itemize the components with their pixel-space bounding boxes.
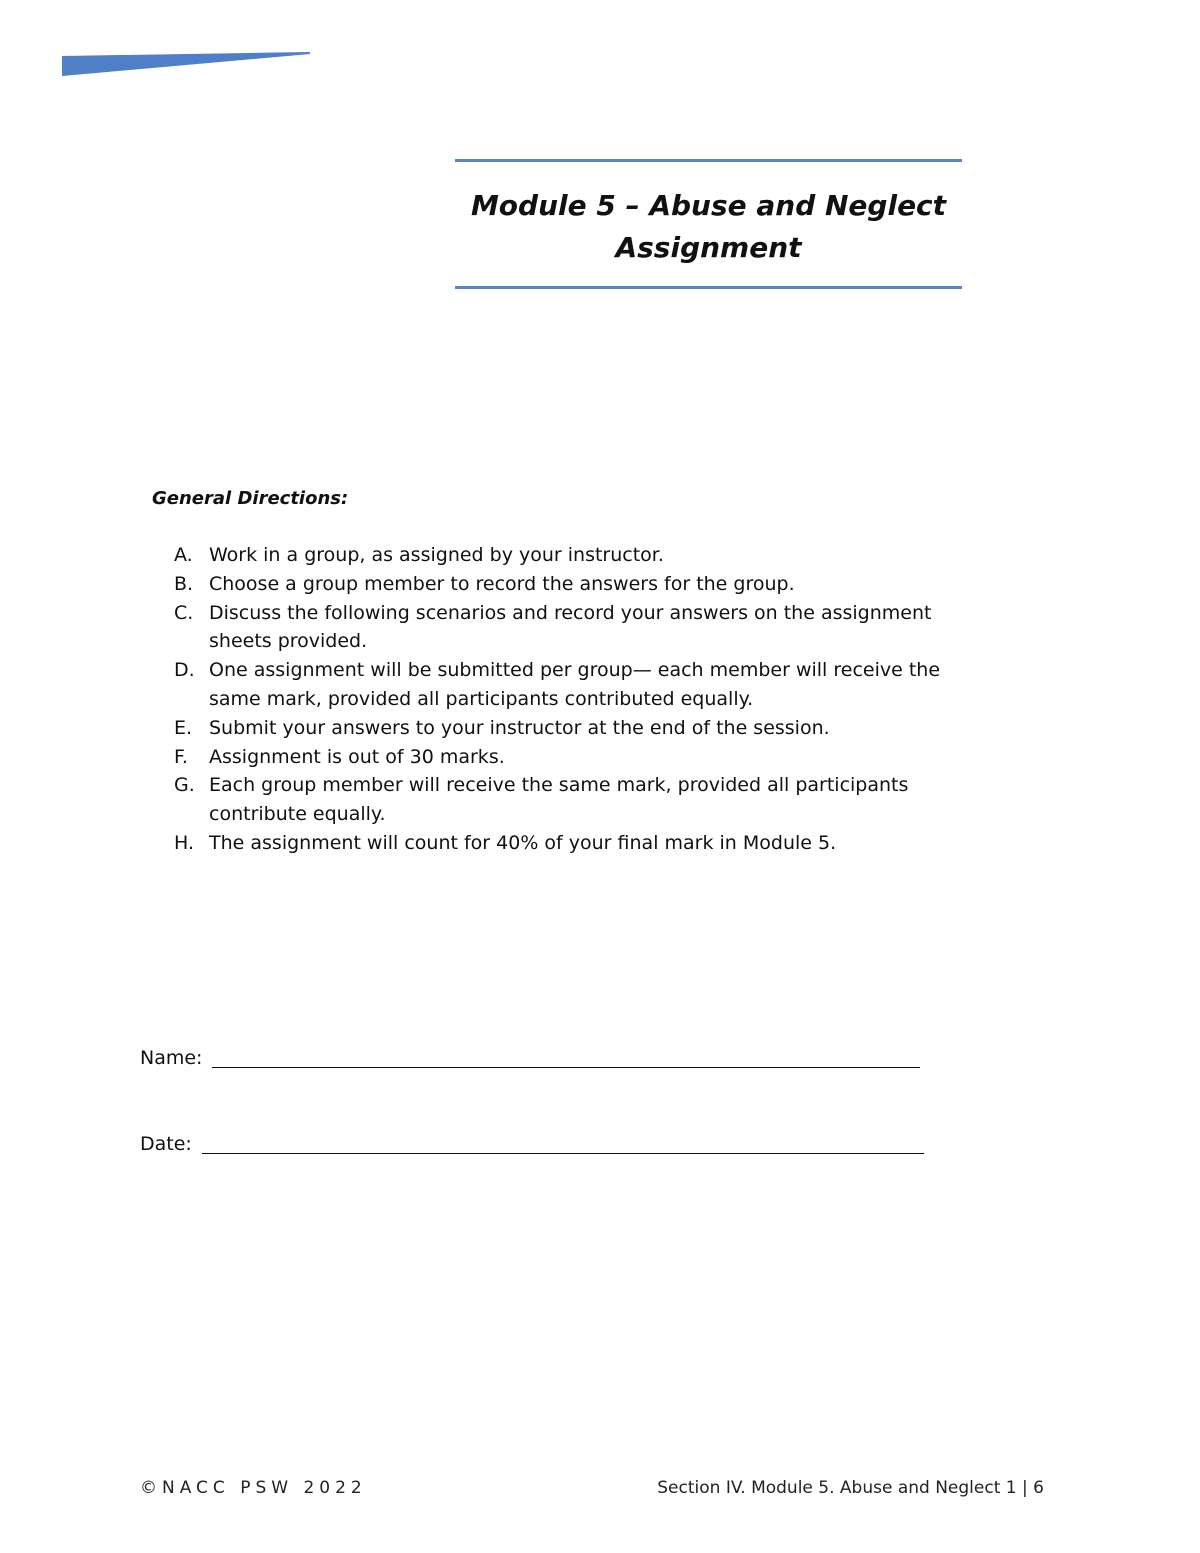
directions-heading: General Directions: — [152, 488, 349, 509]
list-marker: C. — [174, 601, 194, 624]
list-marker: B. — [174, 572, 194, 595]
page-title — [455, 185, 962, 269]
list-marker: F. — [174, 745, 188, 768]
title-block — [455, 159, 962, 290]
list-text: Choose a group member to record the answers for the group. — [209, 572, 795, 595]
list-text: Submit your answers to your instructor at the end of the session. — [209, 716, 830, 739]
list-item — [174, 541, 974, 570]
name-field — [140, 1044, 920, 1072]
page-title-line-2: Assignment — [615, 231, 802, 264]
date-blank-line[interactable] — [202, 1153, 924, 1154]
title-bottom-rule — [455, 286, 962, 289]
list-text: Assignment is out of 30 marks. — [209, 745, 505, 768]
list-text: The assignment will count for 40% of your final mark in Module 5. — [209, 831, 837, 854]
list-marker: G. — [174, 774, 195, 797]
list-item — [174, 599, 974, 657]
list-text: Discuss the following scenarios and record your answers on the assignment sheets provided. — [209, 601, 932, 653]
list-item — [174, 656, 974, 714]
list-marker: H. — [174, 831, 194, 854]
directions-list — [174, 541, 974, 858]
list-item — [174, 570, 974, 599]
list-marker: D. — [174, 659, 195, 682]
title-top-rule — [455, 159, 962, 162]
list-text: One assignment will be submitted per group— each member will receive the same mark, provided all participants contributed equally. — [209, 659, 941, 710]
date-label: Date: — [140, 1133, 192, 1155]
page-number-current: 1 — [1005, 1478, 1017, 1498]
footer-copyright: ©NACC PSW 2022 — [140, 1478, 367, 1498]
list-text: Work in a group, as assigned by your instructor. — [209, 544, 664, 566]
list-item — [174, 743, 974, 772]
list-marker: E. — [174, 716, 193, 739]
name-label: Name: — [140, 1047, 203, 1069]
list-item — [174, 714, 974, 743]
date-field — [140, 1130, 924, 1158]
header-banner-graphic — [62, 52, 312, 78]
page-number-separator: | — [1022, 1478, 1028, 1498]
list-marker: A. — [174, 544, 193, 566]
list-text: Each group member will receive the same mark, provided all participants contribute equally. — [209, 774, 909, 826]
list-item — [174, 771, 974, 829]
list-item — [174, 829, 974, 858]
footer-section-info — [657, 1476, 1044, 1500]
page-title-line-1: Module 5 – Abuse and Neglect — [470, 189, 947, 222]
name-blank-line[interactable] — [212, 1067, 920, 1068]
page-number-total: 6 — [1033, 1478, 1044, 1498]
footer-section-label: Section IV. Module 5. Abuse and Neglect — [657, 1478, 1001, 1498]
